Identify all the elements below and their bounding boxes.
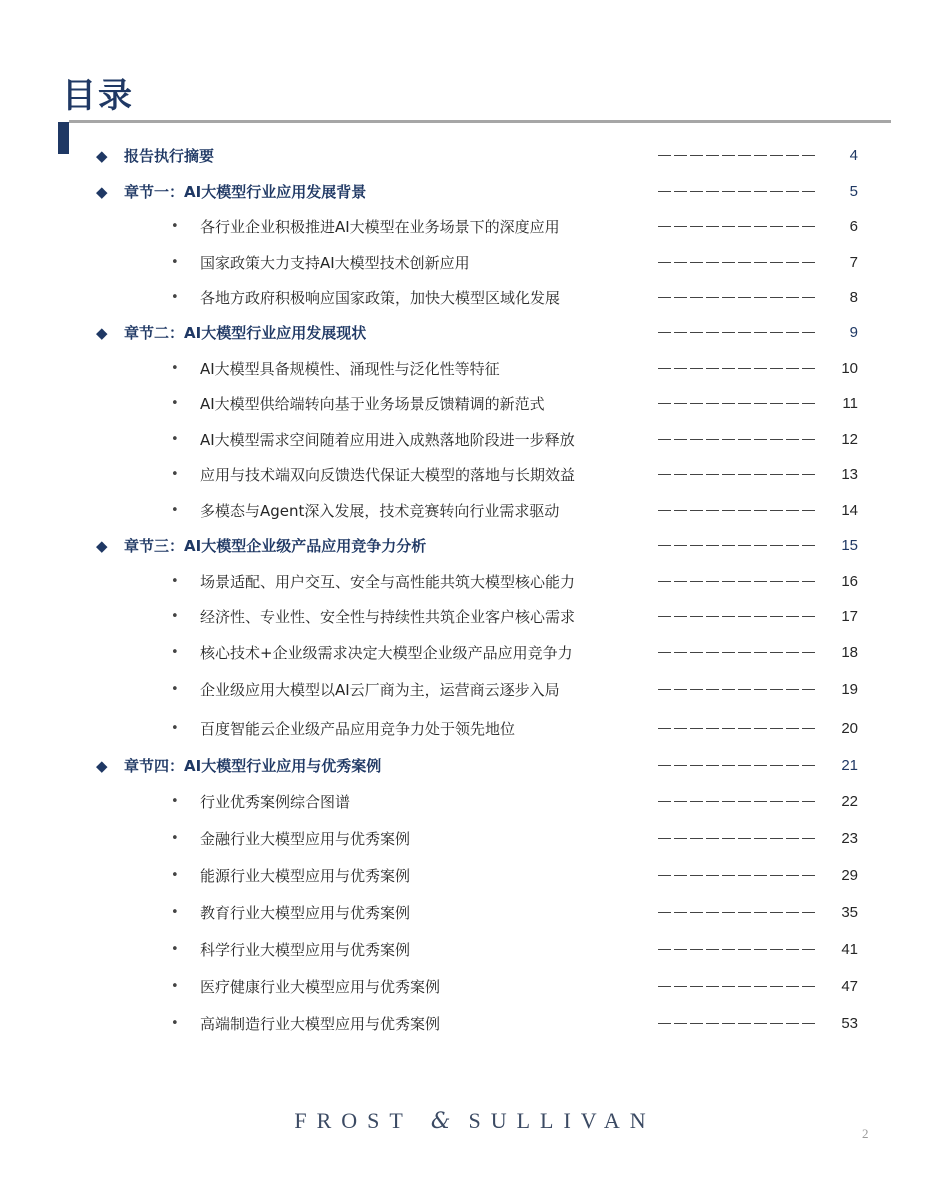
dot-bullet-icon: • — [171, 942, 179, 957]
dot-bullet-icon: • — [171, 432, 179, 447]
toc-chapter-entry[interactable] — [0, 321, 950, 345]
toc-entry-page: 18 — [841, 644, 858, 661]
diamond-bullet-icon: ◆ — [96, 537, 108, 555]
toc-section-entry[interactable] — [0, 790, 950, 814]
toc-entry-page: 21 — [841, 757, 858, 774]
dot-bullet-icon: • — [171, 503, 179, 518]
dot-bullet-icon: • — [171, 255, 179, 270]
toc-entry-label: 章节四：AI大模型行业应用与优秀案例 — [124, 757, 382, 775]
frost-sullivan-logo — [0, 1108, 950, 1134]
toc-entry-label: 报告执行摘要 — [124, 147, 215, 165]
toc-entry-label: 各地方政府积极响应国家政策，加快大模型区域化发展 — [200, 289, 561, 307]
toc-entry-label: 经济性、专业性、安全性与持续性共筑企业客户核心需求 — [200, 608, 576, 626]
toc-section-entry[interactable] — [0, 570, 950, 594]
dot-bullet-icon: • — [171, 1016, 179, 1031]
toc-entry-label: 多模态与Agent深入发展，技术竞赛转向行业需求驱动 — [200, 502, 560, 520]
toc-chapter-entry[interactable] — [0, 144, 950, 168]
diamond-bullet-icon: ◆ — [96, 183, 108, 201]
toc-entry-label: 应用与技术端双向反馈迭代保证大模型的落地与长期效益 — [200, 466, 576, 484]
toc-entry-label: 章节二：AI大模型行业应用发展现状 — [124, 324, 367, 342]
dot-bullet-icon: • — [171, 868, 179, 883]
toc-entry-label: 章节三：AI大模型企业级产品应用竞争力分析 — [124, 537, 427, 555]
toc-section-entry[interactable] — [0, 215, 950, 239]
toc-entry-page: 20 — [841, 720, 858, 737]
toc-section-entry[interactable] — [0, 975, 950, 999]
toc-entry-label: 教育行业大模型应用与优秀案例 — [200, 904, 411, 922]
diamond-bullet-icon: ◆ — [96, 147, 108, 165]
toc-entry-page: 15 — [841, 537, 858, 554]
page-number: 2 — [862, 1126, 869, 1141]
toc-entry-page: 12 — [841, 431, 858, 448]
toc-section-entry[interactable] — [0, 864, 950, 888]
dot-bullet-icon: • — [171, 979, 179, 994]
logo-text-left: FROST — [294, 1108, 413, 1133]
dot-bullet-icon: • — [171, 682, 179, 697]
toc-entry-label: 场景适配、用户交互、安全与高性能共筑大模型核心能力 — [200, 573, 576, 591]
diamond-bullet-icon: ◆ — [96, 757, 108, 775]
toc-entry-label: 高端制造行业大模型应用与优秀案例 — [200, 1015, 441, 1033]
toc-section-entry[interactable] — [0, 499, 950, 523]
toc-entry-page: 10 — [841, 360, 858, 377]
toc-entry-page: 29 — [841, 867, 858, 884]
toc-entry-page: 9 — [849, 324, 858, 341]
toc-section-entry[interactable] — [0, 1012, 950, 1036]
toc-chapter-entry[interactable] — [0, 754, 950, 778]
toc-entry-label: 国家政策大力支持AI大模型技术创新应用 — [200, 254, 470, 272]
toc-entry-label: 章节一：AI大模型行业应用发展背景 — [124, 183, 367, 201]
toc-section-entry[interactable] — [0, 641, 950, 665]
toc-entry-page: 6 — [849, 218, 858, 235]
toc-section-entry[interactable] — [0, 392, 950, 416]
toc-section-entry[interactable] — [0, 428, 950, 452]
logo-ampersand: & — [430, 1109, 451, 1134]
toc-section-entry[interactable] — [0, 678, 950, 702]
dot-bullet-icon: • — [171, 831, 179, 846]
toc-entry-page: 4 — [849, 147, 858, 164]
dot-bullet-icon: • — [171, 290, 179, 305]
dot-bullet-icon: • — [171, 361, 179, 376]
toc-chapter-entry[interactable] — [0, 534, 950, 558]
dot-bullet-icon: • — [171, 645, 179, 660]
dot-bullet-icon: • — [171, 219, 179, 234]
toc-entry-label: 金融行业大模型应用与优秀案例 — [200, 830, 411, 848]
dot-bullet-icon: • — [171, 721, 179, 736]
toc-entry-page: 22 — [841, 793, 858, 810]
toc-entry-page: 5 — [849, 183, 858, 200]
dot-bullet-icon: • — [171, 574, 179, 589]
toc-section-entry[interactable] — [0, 901, 950, 925]
toc-entry-page: 14 — [841, 502, 858, 519]
dot-bullet-icon: • — [171, 905, 179, 920]
toc-entry-page: 53 — [841, 1015, 858, 1032]
toc-entry-label: 医疗健康行业大模型应用与优秀案例 — [200, 978, 441, 996]
toc-section-entry[interactable] — [0, 938, 950, 962]
toc-entry-label: AI大模型具备规模性、涌现性与泛化性等特征 — [200, 360, 500, 378]
page-title: 目录 — [62, 76, 134, 116]
dot-bullet-icon: • — [171, 609, 179, 624]
dot-bullet-icon: • — [171, 467, 179, 482]
toc-entry-page: 23 — [841, 830, 858, 847]
toc-entry-page: 8 — [849, 289, 858, 306]
diamond-bullet-icon: ◆ — [96, 324, 108, 342]
logo-text-right: SULLIVAN — [468, 1108, 656, 1133]
toc-entry-label: 百度智能云企业级产品应用竞争力处于领先地位 — [200, 720, 516, 738]
toc-entry-page: 13 — [841, 466, 858, 483]
toc-entry-label: 企业级应用大模型以AI云厂商为主，运营商云逐步入局 — [200, 681, 560, 699]
toc-entry-page: 19 — [841, 681, 858, 698]
toc-entry-page: 47 — [841, 978, 858, 995]
dot-bullet-icon: • — [171, 396, 179, 411]
toc-section-entry[interactable] — [0, 357, 950, 381]
toc-entry-label: 科学行业大模型应用与优秀案例 — [200, 941, 411, 959]
toc-section-entry[interactable] — [0, 251, 950, 275]
toc-section-entry[interactable] — [0, 463, 950, 487]
toc-section-entry[interactable] — [0, 605, 950, 629]
toc-entry-page: 41 — [841, 941, 858, 958]
toc-entry-page: 17 — [841, 608, 858, 625]
toc-entry-label: 行业优秀案例综合图谱 — [200, 793, 351, 811]
toc-entry-page: 7 — [849, 254, 858, 271]
toc-entry-label: 各行业企业积极推进AI大模型在业务场景下的深度应用 — [200, 218, 560, 236]
toc-entry-page: 16 — [841, 573, 858, 590]
toc-section-entry[interactable] — [0, 827, 950, 851]
toc-entry-page: 35 — [841, 904, 858, 921]
dot-bullet-icon: • — [171, 794, 179, 809]
toc-entry-label: 能源行业大模型应用与优秀案例 — [200, 867, 411, 885]
toc-section-entry[interactable] — [0, 286, 950, 310]
toc-chapter-entry[interactable] — [0, 180, 950, 204]
toc-entry-page: 11 — [842, 395, 858, 412]
toc-section-entry[interactable] — [0, 717, 950, 741]
toc-entry-label: 核心技术+企业级需求决定大模型企业级产品应用竞争力 — [200, 644, 573, 662]
toc-entry-label: AI大模型供给端转向基于业务场景反馈精调的新范式 — [200, 395, 545, 413]
toc-entry-label: AI大模型需求空间随着应用进入成熟落地阶段进一步释放 — [200, 431, 575, 449]
